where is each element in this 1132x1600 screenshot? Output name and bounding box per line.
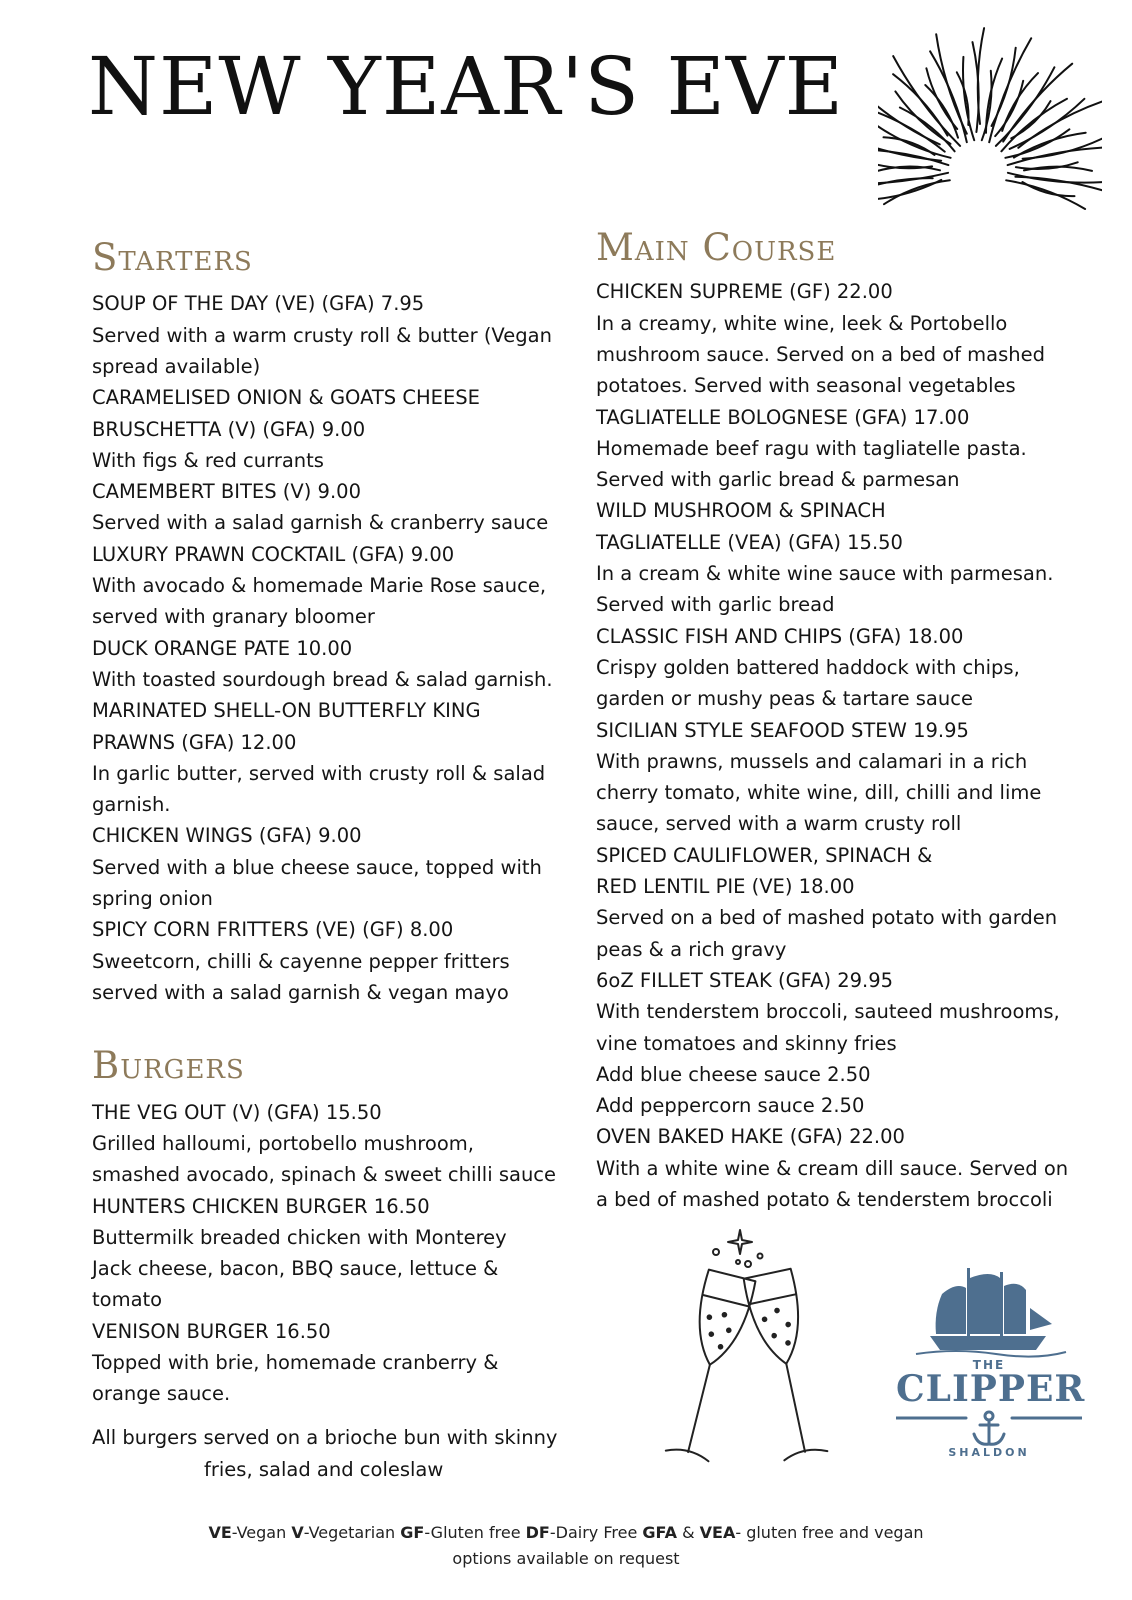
burgers-line: THE VEG OUT (V) (GFA) 15.50 (92, 1100, 382, 1124)
main-course-line: SPICED CAULIFLOWER, SPINACH & (596, 843, 933, 867)
logo-name: CLIPPER (896, 1368, 1086, 1410)
main-course-line: Add peppercorn sauce 2.50 (596, 1094, 865, 1118)
starters-line: With figs & red currants (92, 448, 324, 472)
starters-line: Served with a salad garnish & cranberry sauce (92, 511, 549, 535)
page-title: NEW YEAR'S EVE (88, 40, 845, 133)
starters-heading: Starters (92, 236, 253, 279)
main-course-line: With tenderstem broccoli, sauteed mushrooms, (596, 1000, 1060, 1024)
main-course-line: Add blue cheese sauce 2.50 (596, 1062, 871, 1086)
burgers-heading: Burgers (92, 1044, 245, 1088)
starters-line: SOUP OF THE DAY (VE) (GFA) 7.95 (92, 292, 425, 316)
firework-ray (1001, 99, 1067, 152)
main-course-heading: Main Course (596, 226, 837, 269)
firework-ray (996, 67, 1055, 146)
legend-amp: & (676, 1523, 700, 1542)
burgers-note-line2: fries, salad and coleslaw (204, 1457, 444, 1481)
main-course-line: WILD MUSHROOM & SPINACH (596, 499, 886, 523)
firework-ray (878, 124, 951, 158)
starters-line: spring onion (92, 887, 213, 911)
burgers-line: tomato (92, 1288, 163, 1312)
legend-df-text: -Dairy Free (549, 1523, 643, 1542)
main-course-line: SICILIAN STYLE SEAFOOD STEW 19.95 (596, 718, 969, 742)
starters-line: With avocado & homemade Marie Rose sauce, (92, 574, 547, 598)
firework-ray (1022, 182, 1074, 196)
starters-line: served with a salad garnish & vegan mayo (92, 980, 509, 1004)
starters-line: PRAWNS (GFA) 12.00 (92, 730, 297, 754)
main-course-line: With a white wine & cream dill sauce. Served on (596, 1156, 1069, 1180)
starters-line: DUCK ORANGE PATE 10.00 (92, 636, 353, 660)
legend-vea-text: - gluten free and vegan (735, 1523, 924, 1542)
starters-line: served with granary bloomer (92, 605, 375, 629)
legend-ve-code: VE (208, 1523, 232, 1542)
starters-line: In garlic butter, served with crusty roll & salad (92, 761, 546, 785)
starters-line: With toasted sourdough bread & salad garnish. (92, 667, 553, 691)
main-course-line: CLASSIC FISH AND CHIPS (GFA) 18.00 (596, 624, 964, 648)
main-course-line: RED LENTIL PIE (VE) 18.00 (596, 875, 855, 899)
logo-location: SHALDON (948, 1446, 1030, 1459)
right-column (596, 226, 1096, 1215)
main-course-line: CHICKEN SUPREME (GF) 22.00 (596, 280, 893, 304)
legend-df-code: DF (525, 1523, 550, 1542)
starters-line: BRUSCHETTA (V) (GFA) 9.00 (92, 417, 366, 441)
starters-line: SPICY CORN FRITTERS (VE) (GF) 8.00 (92, 918, 454, 942)
starters-line: CAMEMBERT BITES (V) 9.00 (92, 480, 361, 504)
burgers-line: Jack cheese, bacon, BBQ sauce, lettuce & (92, 1257, 499, 1281)
legend-vea-code: VEA (699, 1523, 736, 1542)
burgers-line: Buttermilk breaded chicken with Monterey (92, 1225, 507, 1249)
burgers-line: VENISON BURGER 16.50 (92, 1319, 331, 1343)
legend-line1 (0, 1520, 1132, 1546)
starters-line: CHICKEN WINGS (GFA) 9.00 (92, 824, 362, 848)
main-course-line: OVEN BAKED HAKE (GFA) 22.00 (596, 1125, 905, 1149)
firework-ray (992, 48, 1016, 126)
main-course-line: vine tomatoes and skinny fries (596, 1031, 897, 1055)
the-clipper-logo (896, 1264, 1086, 1466)
fireworks-icon (878, 20, 1102, 254)
firework-ray (878, 91, 940, 144)
legend-ve-text: -Vegan (231, 1523, 292, 1542)
starters-line: LUXURY PRAWN COCKTAIL (GFA) 9.00 (92, 542, 455, 566)
main-course-line: potatoes. Served with seasonal vegetables (596, 374, 1016, 398)
main-course-line: sauce, served with a warm crusty roll (596, 812, 962, 836)
main-course-line: a bed of mashed potato & tenderstem broccoli (596, 1188, 1053, 1211)
main-course-line: With prawns, mussels and calamari in a rich (596, 749, 1028, 773)
burgers-line: smashed avocado, spinach & sweet chilli sauce (92, 1163, 557, 1187)
main-course-line: Homemade beef ragu with tagliatelle pasta. (596, 436, 1027, 460)
main-course-line: peas & a rich gravy (596, 937, 787, 961)
burgers-line: orange sauce. (92, 1382, 231, 1406)
starters-line: Sweetcorn, chilli & cayenne pepper fritters (92, 949, 510, 973)
firework-ray (978, 28, 984, 124)
starters-line: CARAMELISED ONION & GOATS CHEESE (92, 386, 481, 410)
starters-line: garnish. (92, 793, 171, 817)
main-course-line: Served with garlic bread (596, 593, 835, 617)
main-course-line: garden or mushy peas & tartare sauce (596, 687, 973, 711)
main-course-list (596, 276, 1096, 1215)
firework-ray (893, 74, 947, 135)
main-course-line: TAGLIATELLE BOLOGNESE (GFA) 17.00 (596, 405, 970, 429)
dietary-legend (0, 1520, 1132, 1572)
main-course-line: mushroom sauce. Served on a bed of mashed (596, 342, 1046, 366)
legend-gfa-code: GFA (642, 1523, 677, 1542)
starters-line: Served with a blue cheese sauce, topped with (92, 855, 542, 879)
firework-ray (1006, 180, 1085, 209)
main-course-line: cherry tomato, white wine, dill, chilli and lime (596, 781, 1042, 805)
starters-line: Served with a warm crusty roll & butter (Vegan (92, 323, 552, 347)
legend-v-code: V (291, 1523, 304, 1542)
firework-ray (1024, 167, 1092, 171)
left-column (92, 236, 582, 1486)
main-course-line: In a cream & white wine sauce with parmesan. (596, 562, 1054, 586)
legend-gf-code: GF (400, 1523, 425, 1542)
main-course-line: Served with garlic bread & parmesan (596, 468, 960, 492)
anchor-icon (896, 1410, 1082, 1450)
main-course-line: Served on a bed of mashed potato with garden (596, 906, 1058, 930)
main-course-line: Crispy golden battered haddock with chips, (596, 655, 1020, 679)
legend-line2: options available on request (452, 1549, 680, 1568)
starters-line: spread available) (92, 354, 261, 378)
legend-v-text: -Vegetarian (303, 1523, 401, 1542)
firework-ray (884, 180, 950, 204)
burgers-note-line1: All burgers served on a brioche bun with skinny (92, 1425, 558, 1449)
burgers-note (92, 1422, 582, 1486)
main-course-line: In a creamy, white wine, leek & Portobello (596, 311, 1008, 335)
main-course-line: 6oZ FILLET STEAK (GFA) 29.95 (596, 968, 894, 992)
burgers-line: Grilled halloumi, portobello mushroom, (92, 1131, 474, 1155)
ship-icon (896, 1264, 1082, 1360)
champagne-glasses-icon (636, 1222, 860, 1490)
burgers-list (92, 1097, 582, 1410)
burgers-line: Topped with brie, homemade cranberry & (92, 1350, 499, 1374)
firework-ray (1008, 147, 1102, 165)
main-course-line: TAGLIATELLE (VEA) (GFA) 15.50 (596, 530, 903, 554)
firework-ray (878, 135, 941, 161)
starters-line: MARINATED SHELL-ON BUTTERFLY KING (92, 699, 481, 723)
legend-gf-text: -Gluten free (424, 1523, 526, 1542)
logo-the: THE (972, 1358, 1006, 1372)
starters-list (92, 288, 582, 1008)
burgers-line: HUNTERS CHICKEN BURGER 16.50 (92, 1194, 430, 1218)
